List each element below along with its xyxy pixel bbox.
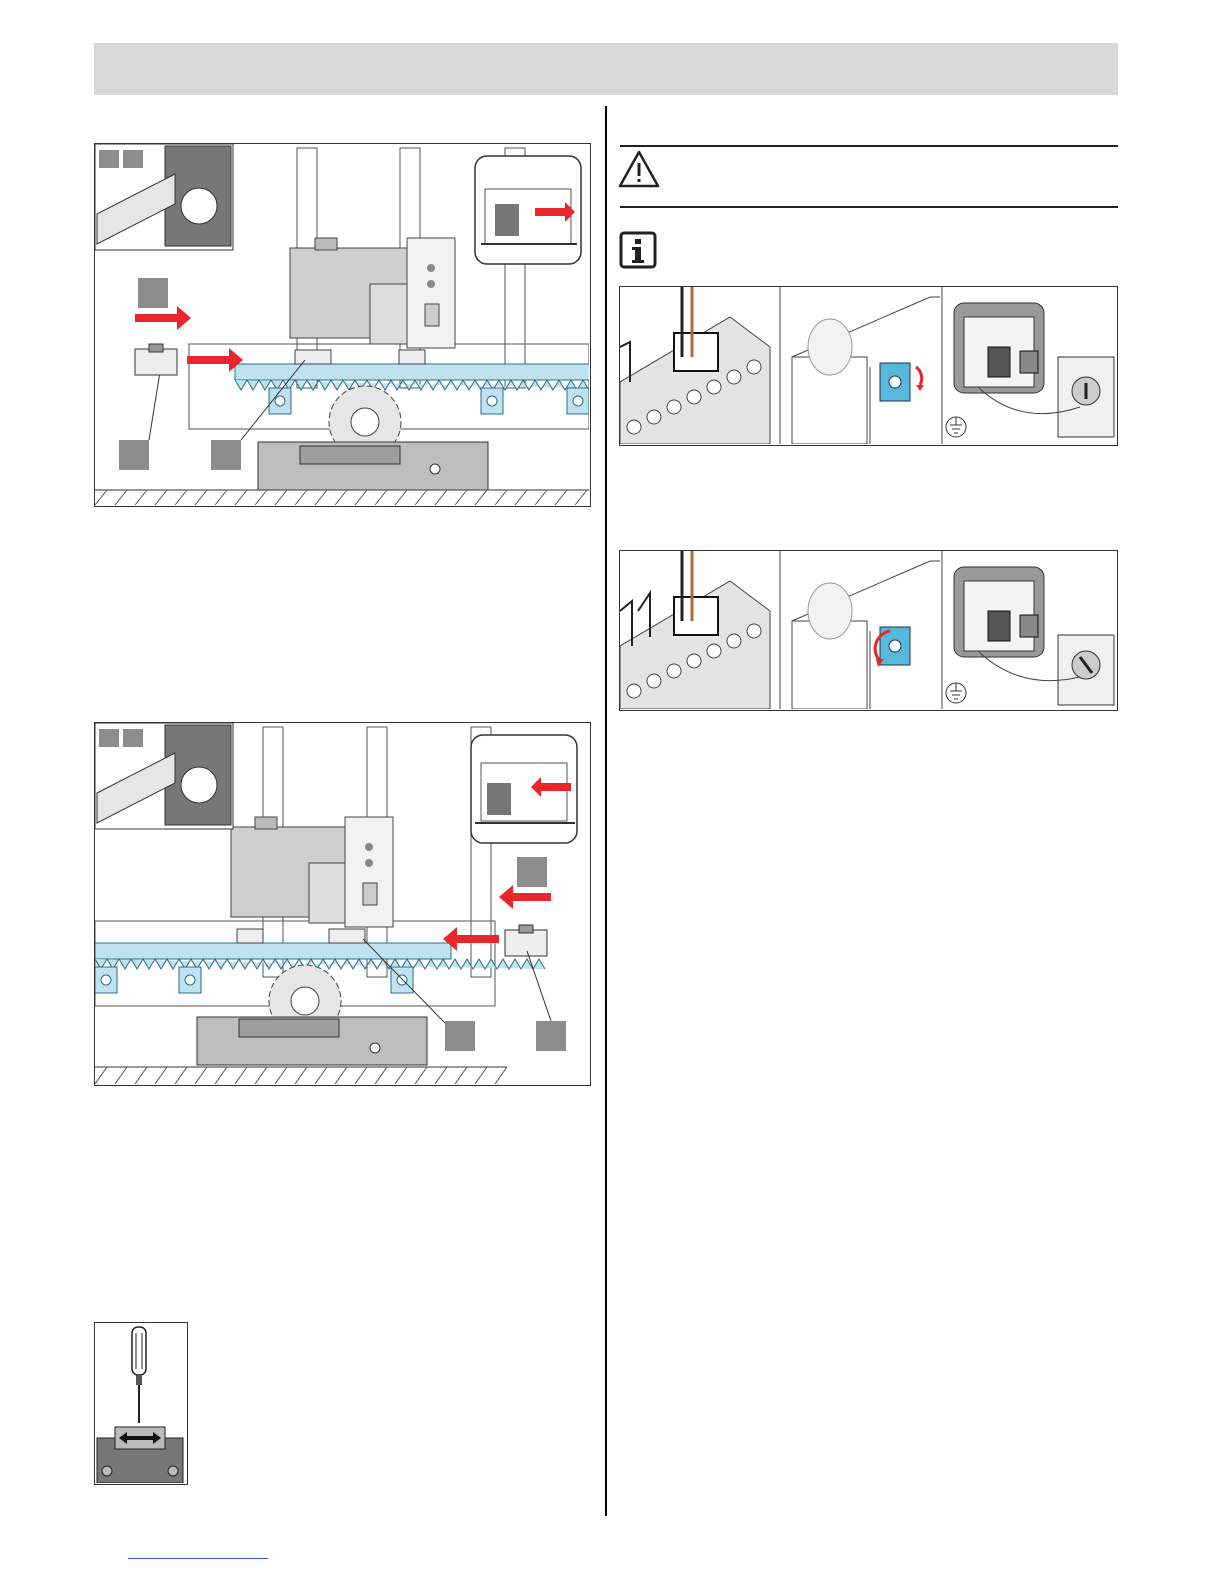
figure-screwdriver-adjust: [94, 1322, 188, 1485]
rack-diagram-right: [95, 144, 589, 505]
key-switch-post-panel: [792, 297, 940, 444]
figure-rack-install-open-left: [94, 722, 591, 1086]
key-switch-box-panel: [946, 567, 1114, 705]
rack-diagram-left: [95, 723, 589, 1084]
key-switch-post-panel: [792, 561, 940, 709]
column-divider: [605, 106, 607, 1516]
info-icon: [619, 231, 657, 274]
ground-symbol-icon: [946, 683, 966, 703]
figure-wiring-key-switch-a: [619, 286, 1118, 446]
warning-rule-bottom: [620, 206, 1118, 208]
key-switch-box-panel: [946, 303, 1114, 437]
figure-wiring-key-switch-b: [619, 550, 1118, 711]
warning-rule-top: [620, 145, 1118, 147]
header-bar: [94, 43, 1118, 95]
terminal-block-panel: [620, 551, 770, 709]
figure-rack-install-open-right: [94, 143, 591, 507]
footer-link[interactable]: [128, 1558, 268, 1559]
warning-icon: [618, 150, 660, 193]
ground-symbol-icon: [946, 417, 966, 437]
terminal-block-panel: [620, 287, 770, 444]
screwdriver-icon: [95, 1323, 186, 1483]
